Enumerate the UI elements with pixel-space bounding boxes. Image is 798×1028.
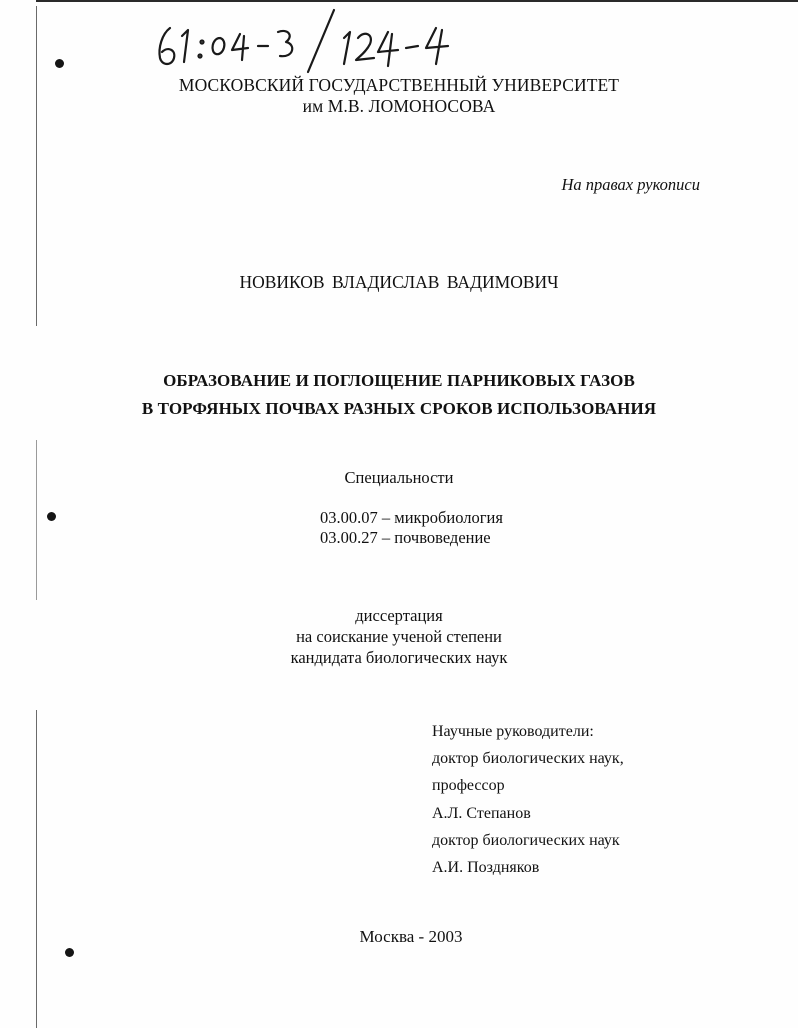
specialty-item: 03.00.07 – микробиология (320, 508, 503, 527)
supervisor-line: А.Л. Степанов (432, 805, 531, 822)
university-name: МОСКОВСКИЙ ГОСУДАРСТВЕННЫЙ УНИВЕРСИТЕТ (178, 75, 620, 95)
scan-top-border (36, 0, 798, 2)
punch-hole-mark-bottom (65, 948, 74, 957)
punch-hole-mark-top (55, 59, 64, 68)
specialties-heading: Специальности (344, 468, 454, 487)
thesis-title-line1: ОБРАЗОВАНИЕ И ПОГЛОЩЕНИЕ ПАРНИКОВЫХ ГАЗОВ (163, 371, 635, 390)
supervisor-line: доктор биологических наук, (432, 750, 624, 767)
city-year: Москва - 2003 (359, 927, 463, 946)
degree-purpose: на соискание ученой степени (296, 627, 502, 646)
scan-edge-line-lower (36, 710, 37, 1028)
supervisor-line: доктор биологических наук (432, 832, 620, 849)
supervisor-line: профессор (432, 777, 505, 794)
supervisors-heading: Научные руководители: (432, 723, 594, 740)
university-patron: им М.В. ЛОМОНОСОВА (302, 96, 496, 116)
thesis-title-line2: В ТОРФЯНЫХ ПОЧВАХ РАЗНЫХ СРОКОВ ИСПОЛЬЗОВАНИЯ (141, 399, 657, 418)
manuscript-rights-note: На правах рукописи (561, 175, 700, 194)
specialty-item: 03.00.27 – почвоведение (320, 528, 491, 547)
thesis-type: диссертация (355, 606, 443, 625)
degree-name: кандидата биологических наук (290, 648, 508, 667)
supervisor-line: А.И. Поздняков (432, 859, 540, 876)
author-name: НОВИКОВ ВЛАДИСЛАВ ВАДИМОВИЧ (239, 272, 559, 292)
scan-edge-line-middle (36, 440, 37, 600)
punch-hole-mark-middle (47, 512, 56, 521)
handwritten-archive-code (148, 6, 458, 74)
